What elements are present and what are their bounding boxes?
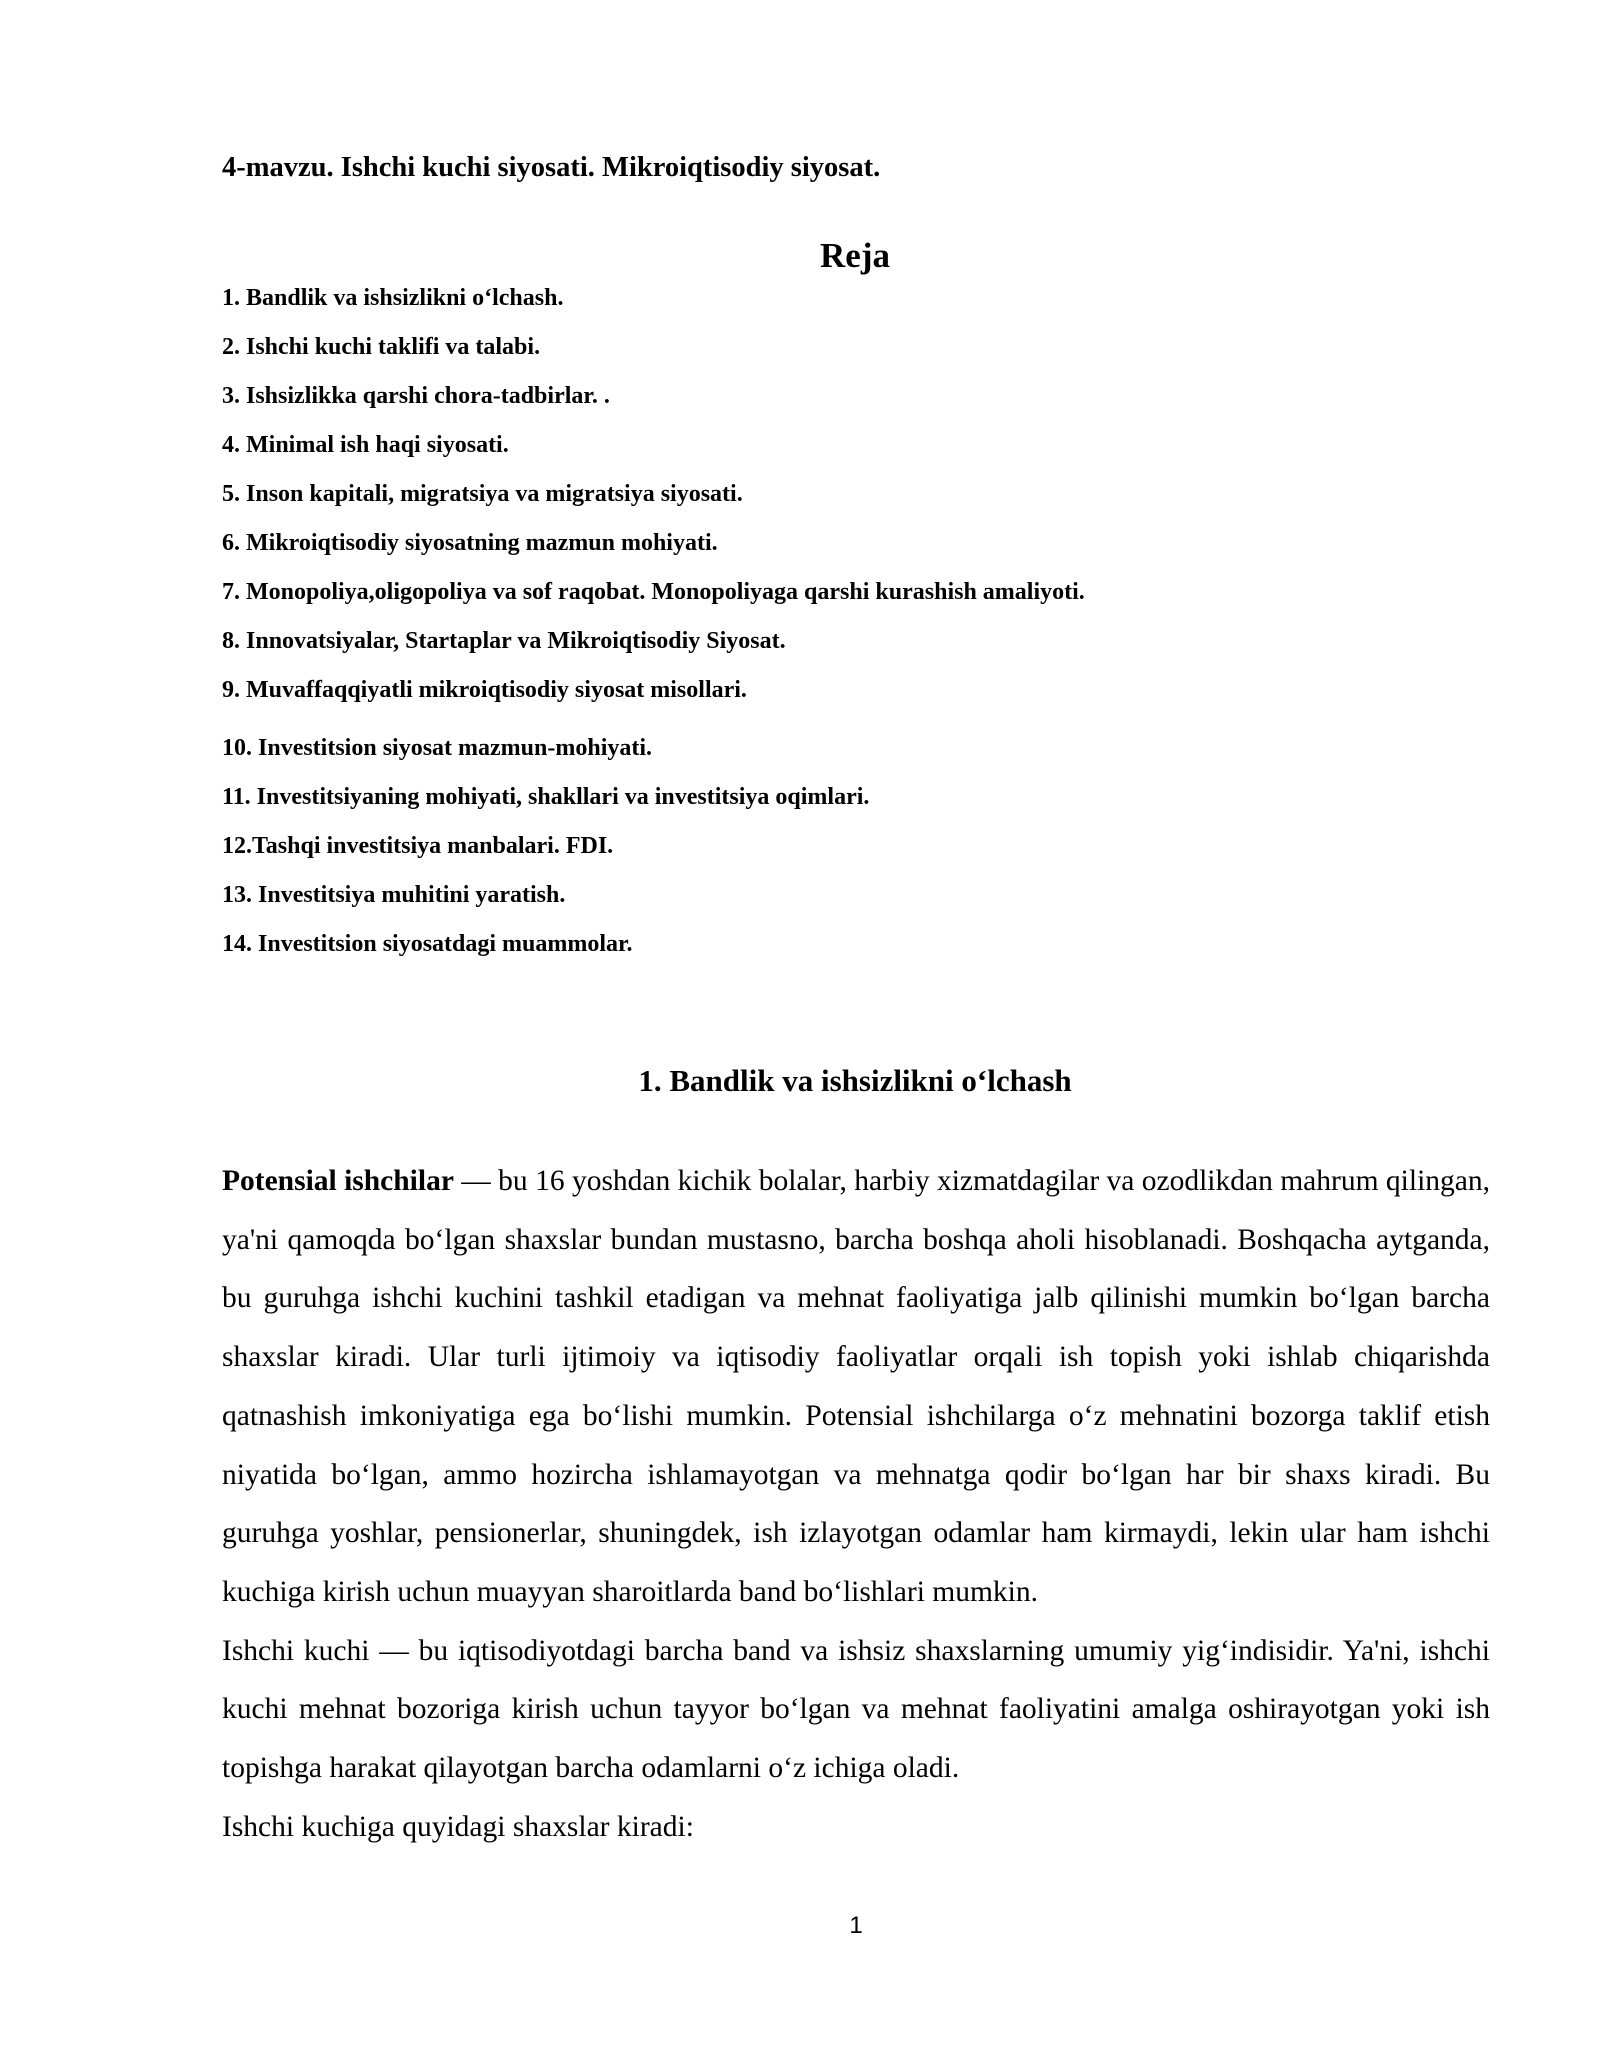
plan-item: 9. Muvaffaqqiyatli mikroiqtisodiy siyosat misollari. (222, 677, 747, 703)
plan-item: 10. Investitsion siyosat mazmun-mohiyati. (222, 735, 653, 761)
plan-item: 3. Ishsizlikka qarshi chora-tadbirlar. . (222, 383, 610, 409)
section-heading: 1. Bandlik va ishsizlikni o‘lchash (638, 1063, 1072, 1098)
page-number: 1 (849, 1912, 863, 1939)
plan-list (222, 283, 1085, 978)
body-text (222, 1152, 1490, 1856)
plan-item: 2. Ishchi kuchi taklifi va talabi. (222, 334, 541, 360)
plan-item: 13. Investitsiya muhitini yaratish. (222, 882, 566, 908)
plan-item: 12.Tashqi investitsiya manbalari. FDI. (222, 833, 614, 859)
term-bold: Potensial ishchilar (222, 1165, 454, 1197)
plan-item: 4. Minimal ish haqi siyosati. (222, 432, 509, 458)
paragraph-text: — bu 16 yoshdan kichik bolalar, harbiy xizmatdagilar va ozodlikdan mahrum qilingan, ya'ni qamoqda bo‘lgan shaxslar bundan mustasno, barcha boshqa aholi hisoblanadi. Boshqacha aytganda, bu guruhga ishchi kuchini tashkil etadigan va mehnat faoliyatiga jalb qilinishi mumkin bo‘lgan barcha shaxslar kiradi. Ular turli ijtimoiy va iqtisodiy faoliyatlar orqali ish topish yoki ishlab chiqarishda qatnashish imkoniyatiga ega bo‘lishi mumkin. Potensial ishchilarga o‘z mehnatini bozorga taklif etish niyatida bo‘lgan, ammo hozircha ishlamayotgan va mehnatga qodir bo‘lgan har bir shaxs kiradi. Bu guruhga yoshlar, pensionerlar, shuningdek, ish izlayotgan odamlar ham kirmaydi, lekin ular ham ishchi kuchiga kirish uchun muayyan sharoitlarda band bo‘lishlari mumkin. (222, 1165, 1490, 1608)
document-title: 4-mavzu. Ishchi kuchi siyosati. Mikroiqtisodiy siyosat. (222, 152, 881, 183)
plan-item: 11. Investitsiyaning mohiyati, shakllari va investitsiya oqimlari. (222, 784, 870, 810)
plan-item: 8. Innovatsiyalar, Startaplar va Mikroiqtisodiy Siyosat. (222, 628, 786, 654)
plan-item: 14. Investitsion siyosatdagi muammolar. (222, 931, 633, 957)
plan-heading: Reja (820, 236, 890, 275)
plan-item: 6. Mikroiqtisodiy siyosatning mazmun mohiyati. (222, 530, 718, 556)
plan-item: 7. Monopoliya,oligopoliya va sof raqobat. Monopoliyaga qarshi kurashish amaliyoti. (222, 579, 1085, 605)
plan-item: 1. Bandlik va ishsizlikni o‘lchash. (222, 285, 564, 311)
paragraph: Ishchi kuchiga quyidagi shaxslar kiradi: (222, 1810, 694, 1843)
plan-item: 5. Inson kapitali, migratsiya va migratsiya siyosati. (222, 481, 743, 507)
paragraph: Ishchi kuchi — bu iqtisodiyotdagi barcha band va ishsiz shaxslarning umumiy yig‘indisidir. Ya'ni, ishchi kuchi mehnat bozoriga kirish uchun tayyor bo‘lgan va mehnat faoliyatini amalga oshirayotgan yoki ish topishga harakat qilayotgan barcha odamlarni o‘z ichiga oladi. (222, 1634, 1490, 1785)
paragraph (222, 1152, 1490, 1622)
